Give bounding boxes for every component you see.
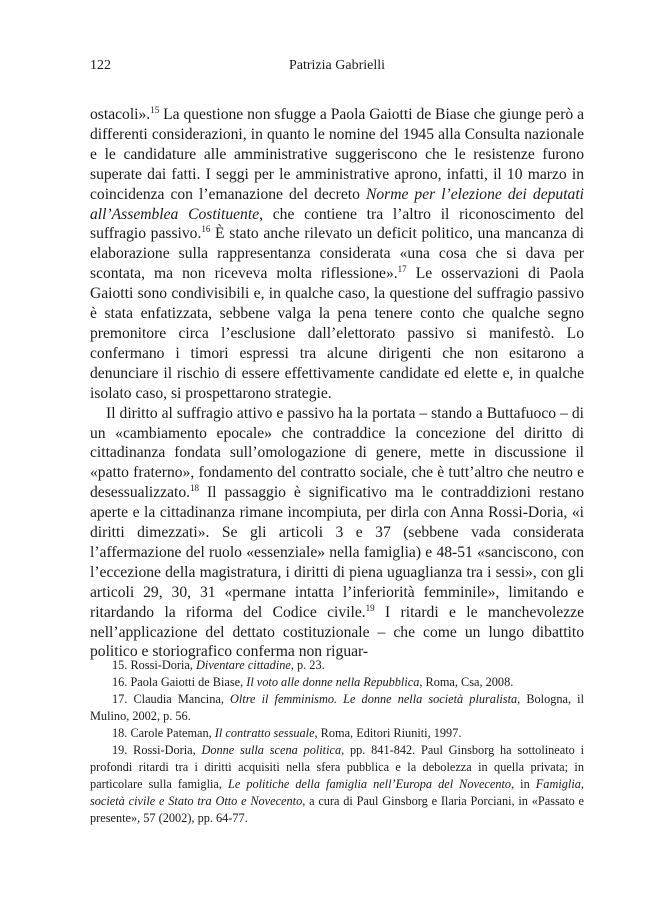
text-run: 16. Paola Gaiotti de Biase, <box>112 675 247 689</box>
italic-title: Donne sulla scena politica <box>201 743 342 757</box>
text-run: 19. Rossi-Doria, <box>112 743 202 757</box>
text-run: , a cura di Paul Ginsborg e Ilaria Porciani, in «Passato e presente», 57 (2002), pp. 64-77. <box>90 794 585 825</box>
text-run: Le osservazioni di Paola Gaiotti sono condivisibili e, in qualche caso, la questione del suffragio passivo è stata enfatizzata, sebbene valga la pena tenere conto che qualche segno premonitore circa l’esclusione dall’elettorato passivo si manifestò. Lo confermano i timori espressi tra alcune dirigenti che non esitarono a denunciare il rischio di essere effettivamente candidate ed elette e, in qualche isolato caso, si prospettarono strategie. <box>90 265 584 402</box>
text-run: 18. Carole Pateman, <box>112 726 215 740</box>
text-run: , Roma, Csa, 2008. <box>419 675 514 689</box>
text-run: , che contiene tra l’altro il riconoscimento del suffragio passivo. <box>90 205 585 243</box>
page-number: 122 <box>90 58 111 73</box>
footnotes <box>90 657 584 827</box>
text-run: I ritardi e le manchevolezze nell’applicazione del dettato costituzionale – che come un lungo dibattito politico e storiografico conferma non riguar- <box>90 603 584 661</box>
italic-title: Le politiche della famiglia nell’Europa del Novecento <box>227 777 512 791</box>
running-head-author: Patrizia Gabrielli <box>288 58 386 73</box>
text-run: , p. 23. <box>290 658 325 672</box>
text-run: 15. Rossi-Doria, <box>112 658 197 672</box>
text-run: , Roma, Editori Riuniti, 1997. <box>314 726 462 740</box>
text-run: La questione non sfugge a Paola Gaiotti de Biase che giunge però a differenti considerazioni, in quanto le nomine del 1945 alla Consulta nazionale e le candidature alle amministrative suggeriscono che le resistenze furono superate dai fatti. I seggi per le amministrative aprono, infatti, il 10 marzo in coincidenza con l’emanazione del decreto <box>90 106 585 203</box>
footnote <box>90 742 584 827</box>
footnote-reference: 19 <box>365 602 375 613</box>
footnote-reference: 16 <box>201 224 211 235</box>
page-header <box>90 58 584 78</box>
text-run: Il passaggio è significativo ma le contraddizioni restano aperte e la cittadinanza rimane incompiuta, per dirla con Anna Rossi-Doria, «i diritti dimezzati». Se gli articoli 3 e 37 (sebbene vada considerata l’affermazione del ruolo «essenziale» nella famiglia) e 48-51 «sanciscono, con l’eccezione della magistratura, i diritti di piena uguaglianza tra i sessi», con gli articoli 29, 30, 31 «permane intatta l’inferiorità femminile», limitando e ritardando la riforma del Codice civile. <box>90 484 584 621</box>
footnote <box>90 691 584 725</box>
italic-title: Il contratto sessuale <box>214 726 315 740</box>
paragraph <box>90 105 584 404</box>
text-run: , Bologna, il Mulino, 2002, p. 56. <box>90 692 584 723</box>
footnote <box>90 657 584 674</box>
italic-title: Famiglia, società civile e Stato tra Otto e Novecento <box>90 777 584 808</box>
text-run: , pp. 841-842. Paul Ginsborg ha sottolineato i profondi ritardi tra i diritti acquisiti nella sfera pubblica e la debolezza in quella privata; in particolare sulla famiglia, <box>90 743 584 791</box>
footnote <box>90 725 584 742</box>
italic-title: Oltre il femminismo. Le donne nella società pluralista <box>230 692 518 706</box>
italic-title: Il voto alle donne nella Repubblica <box>246 675 420 689</box>
text-run: , in <box>511 777 536 791</box>
paragraph <box>90 404 584 663</box>
text-run: 17. Claudia Mancina, <box>112 692 231 706</box>
italic-title: Diventare cittadine <box>196 658 291 672</box>
footnote <box>90 674 584 691</box>
italic-title: Norme per l’elezione dei deputati all’Assemblea Costituente <box>90 185 584 223</box>
body-text <box>90 105 584 662</box>
footnote-reference: 15 <box>150 104 160 115</box>
footnote-reference: 18 <box>190 483 200 494</box>
text-run: Il diritto al suffragio attivo e passivo ha la portata – stando a Buttafuoco – di un «cambiamento epocale» che contraddice la concezione del diritto di cittadinanza fondata sull’omologazione di genere, mette in discussione il «patto fraterno», fondamento del contratto sociale, che è tutt’altro che neutro e desessualizzato. <box>90 404 584 502</box>
text-run: È stato anche rilevato un deficit politico, una mancanza di elaborazione sulla rappresentanza considerata «una cosa che si dava per scontata, ma non riceveva molta riflessione». <box>90 225 584 283</box>
footnote-reference: 17 <box>397 264 407 275</box>
text-run: ostacoli». <box>90 106 151 123</box>
